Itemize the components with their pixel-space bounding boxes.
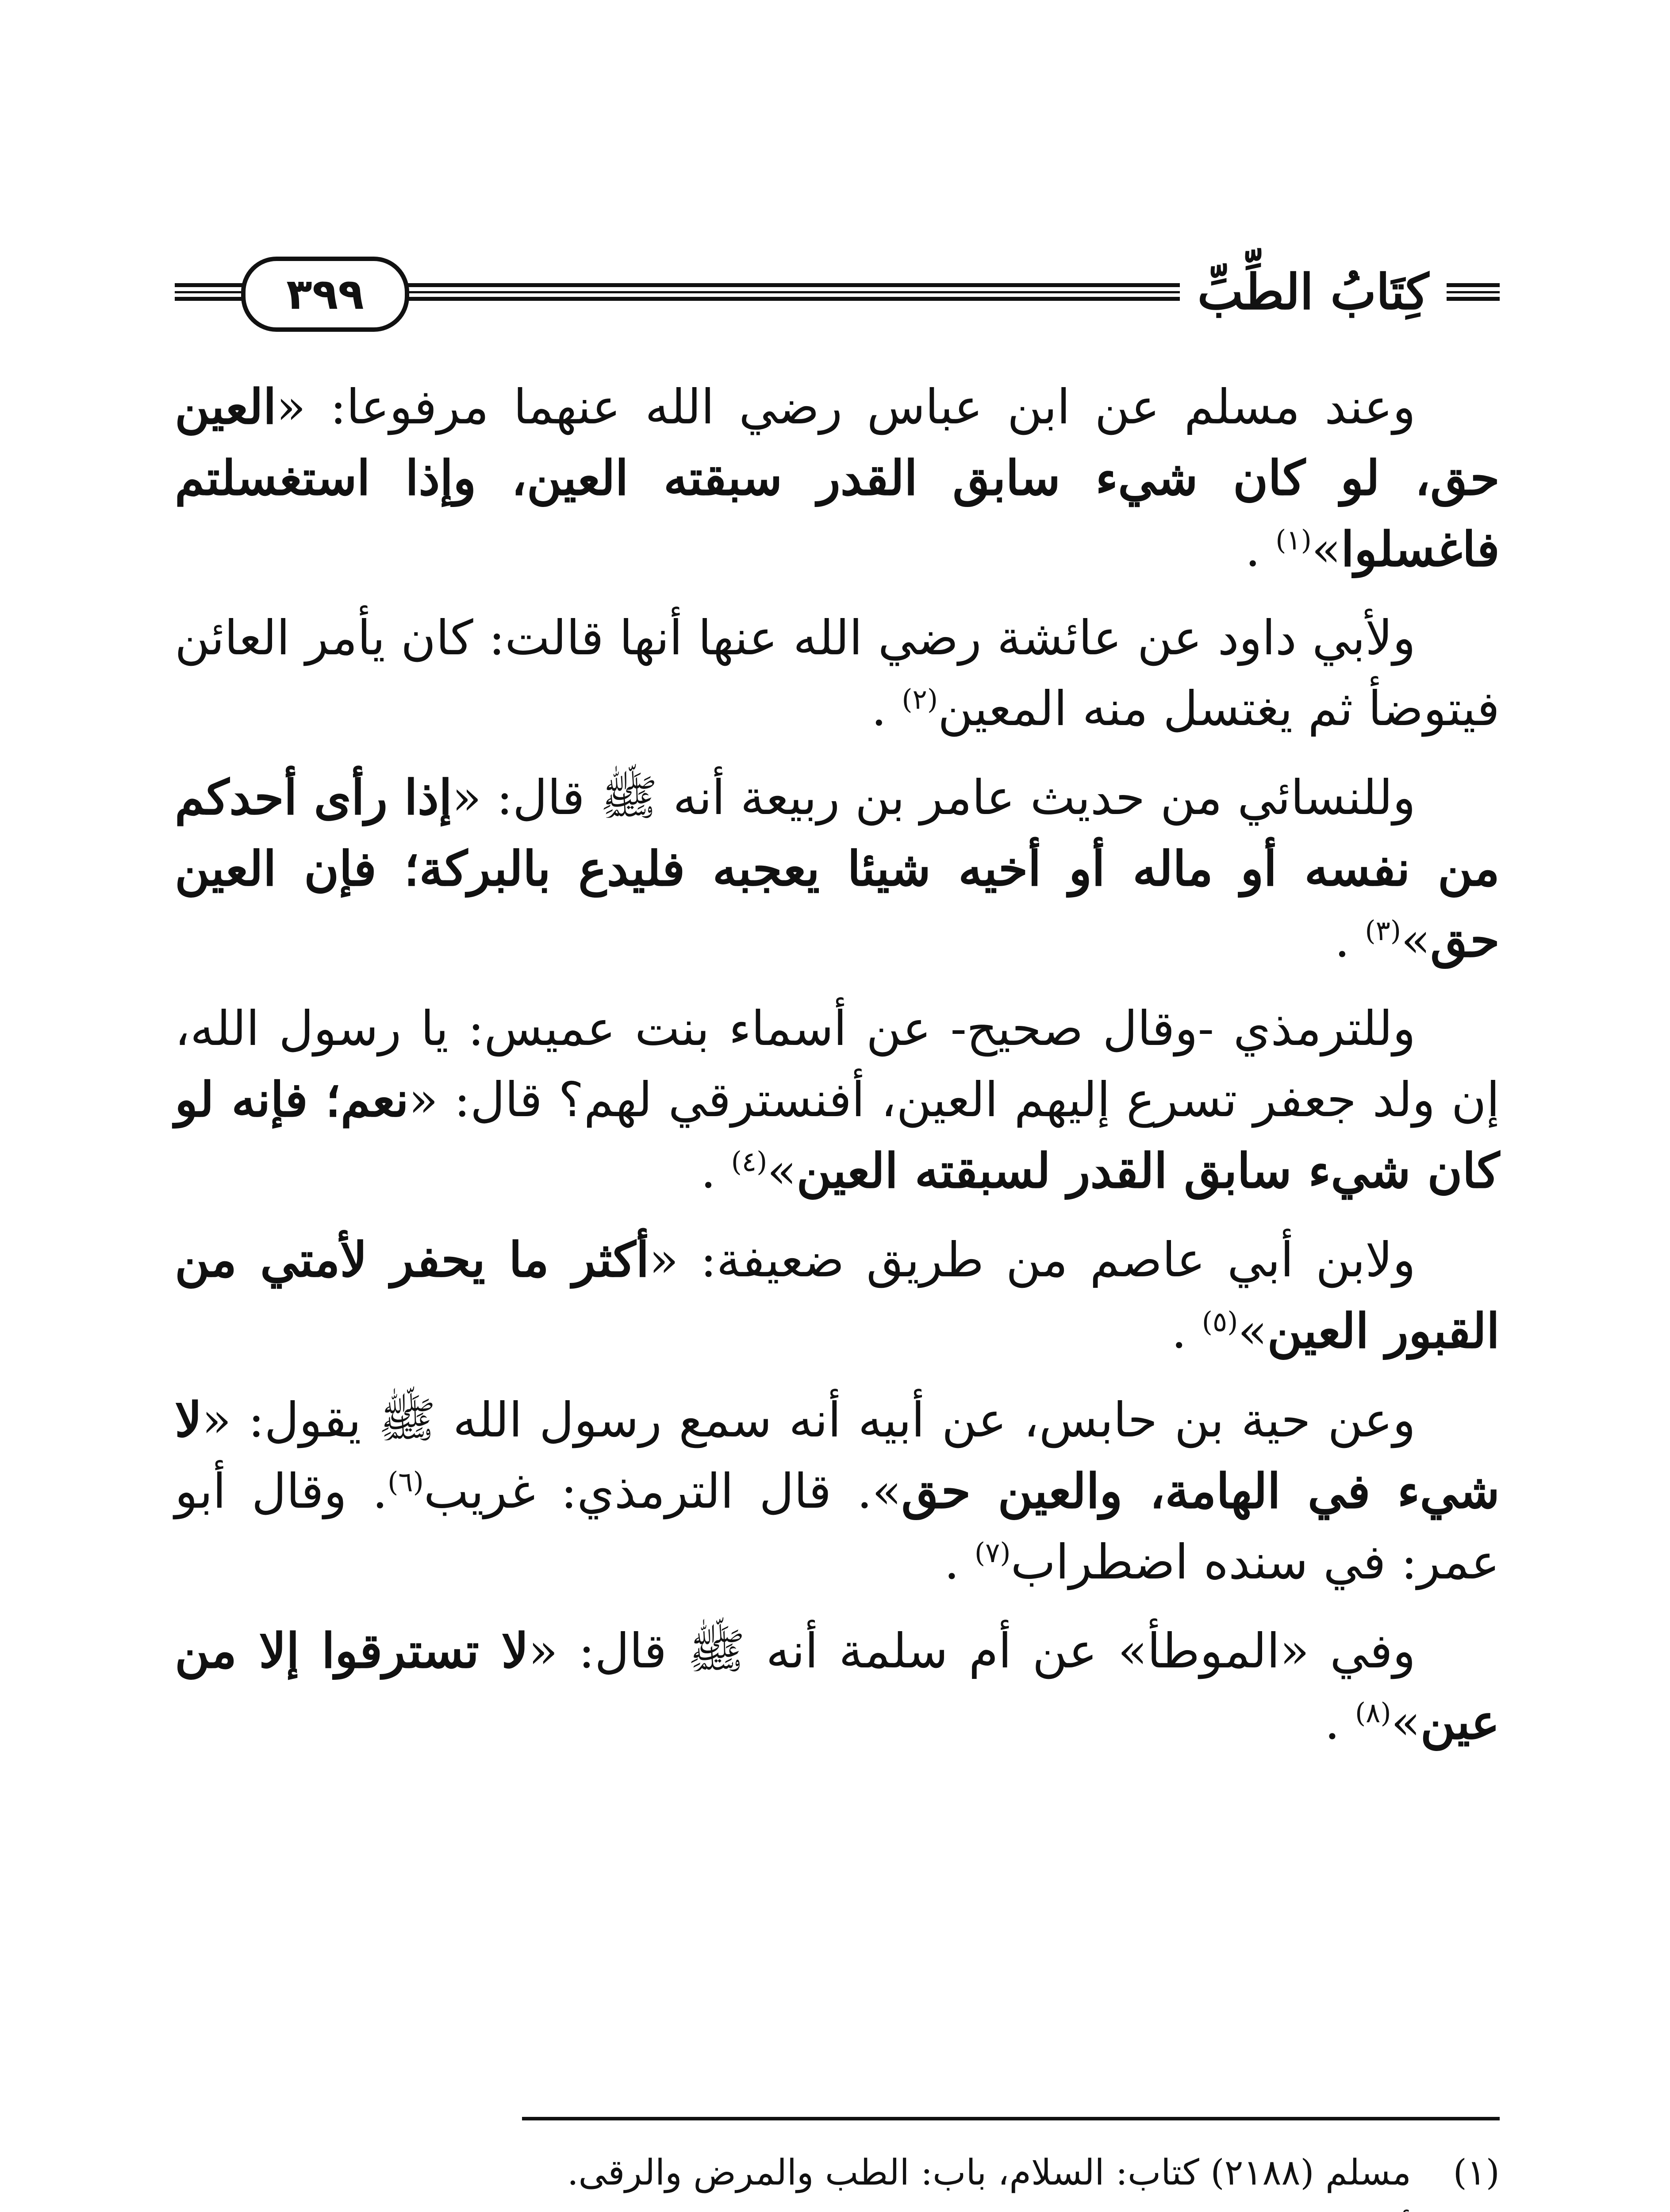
footnote-number: (١): [1453, 2152, 1500, 2193]
paragraph-text: »: [1391, 1695, 1420, 1750]
paragraph: [175, 762, 1500, 976]
paragraph-text: .: [944, 1535, 975, 1590]
paragraph-text: وفي «الموطأ» عن أم سلمة أنه ﷺ قال: «: [528, 1624, 1416, 1679]
paragraph: [175, 994, 1500, 1207]
paragraph-text: ». قال الترمذي: غريب: [423, 1464, 902, 1519]
paragraph-text: وللنسائي من حديث عامر بن ربيعة أنه ﷺ قال: «: [452, 770, 1416, 826]
main-text: [175, 372, 1500, 1776]
footnote-ref: (٨): [1355, 1697, 1391, 1729]
paragraph: [175, 1616, 1500, 1758]
footnote-ref: (٧): [974, 1536, 1011, 1569]
paragraph-text: ولابن أبي عاصم من طريق ضعيفة: «: [649, 1233, 1416, 1288]
footnote-text: مسلم (٢١٨٨) كتاب: السلام، باب: الطب والمرض والرقى.: [567, 2152, 1411, 2193]
paragraph-text: . وقال أبو عمر: في سنده اضطراب: [175, 1464, 1500, 1590]
footnote-ref: (٦): [388, 1466, 424, 1498]
paragraph-text: »: [1401, 913, 1431, 968]
page-number: ٣٩٩: [241, 257, 409, 332]
footnote: [175, 2146, 1500, 2200]
paragraph-text: »: [1238, 1304, 1267, 1359]
paragraph-text: .: [1324, 1695, 1355, 1750]
paragraph-text: .: [1334, 913, 1365, 968]
footnote: [175, 2206, 1500, 2212]
footnote-ref: (٢): [902, 683, 938, 715]
running-title: كِتَابُ الطِّبِّ: [1180, 248, 1447, 336]
hadith-quote: لا شيء في الهامة، والعين حق: [175, 1392, 1500, 1519]
hadith-quote: أكثر ما يحفر لأمتي من القبور العين: [175, 1232, 1500, 1359]
paragraph: [175, 1225, 1500, 1367]
hadith-quote: نعم؛ فإنه لو كان شيء سابق القدر لسبقته العين: [175, 1072, 1500, 1199]
paragraph-text: وعند مسلم عن ابن عباس رضي الله عنهما مرفوعا: «: [276, 380, 1416, 435]
paragraph-text: .: [1171, 1304, 1202, 1359]
paragraph-text: وعن حية بن حابس، عن أبيه أنه سمع رسول الله ﷺ يقول: «: [202, 1393, 1416, 1448]
paragraph: [175, 603, 1500, 745]
paragraph-text: ولأبي داود عن عائشة رضي الله عنها أنها قالت: كان يأمر العائن فيتوضأ ثم يغتسل منه المعين: [175, 611, 1500, 737]
running-header: [175, 248, 1500, 336]
paragraph-text: »: [1312, 522, 1341, 577]
hadith-quote: العين حق، لو كان شيء سابق القدر سبقته العين، وإذا استغسلتم فاغسلوا: [175, 379, 1500, 577]
footnote-ref: (٣): [1365, 914, 1401, 947]
paragraph-text: وللترمذي -وقال صحيح- عن أسماء بنت عميس: يا رسول الله، إن ولد جعفر تسرع إليهم العين، أفنسترقي لهم؟ قال: «: [175, 1001, 1500, 1128]
paragraph: [175, 1385, 1500, 1598]
footnote-ref: (٥): [1202, 1306, 1238, 1338]
paragraph-text: .: [1245, 522, 1276, 577]
footnote-text: [175, 2206, 1411, 2212]
hadith-quote: لا تسترقوا إلا من عين: [175, 1623, 1500, 1750]
footnote-ref: (١): [1275, 524, 1312, 556]
paragraph-text: .: [871, 681, 902, 737]
footnotes: [175, 2146, 1500, 2212]
paragraph: [175, 372, 1500, 585]
hadith-quote: إذا رأى أحدكم من نفسه أو ماله أو أخيه شيئا يعجبه فليدع بالبركة؛ فإن العين حق: [175, 770, 1500, 968]
paragraph-text: »: [767, 1144, 797, 1199]
paragraph-text: .: [700, 1144, 731, 1199]
footnote-separator: [522, 2117, 1500, 2120]
footnote-ref: (٤): [731, 1145, 768, 1178]
footnote-number: [1411, 2206, 1500, 2212]
